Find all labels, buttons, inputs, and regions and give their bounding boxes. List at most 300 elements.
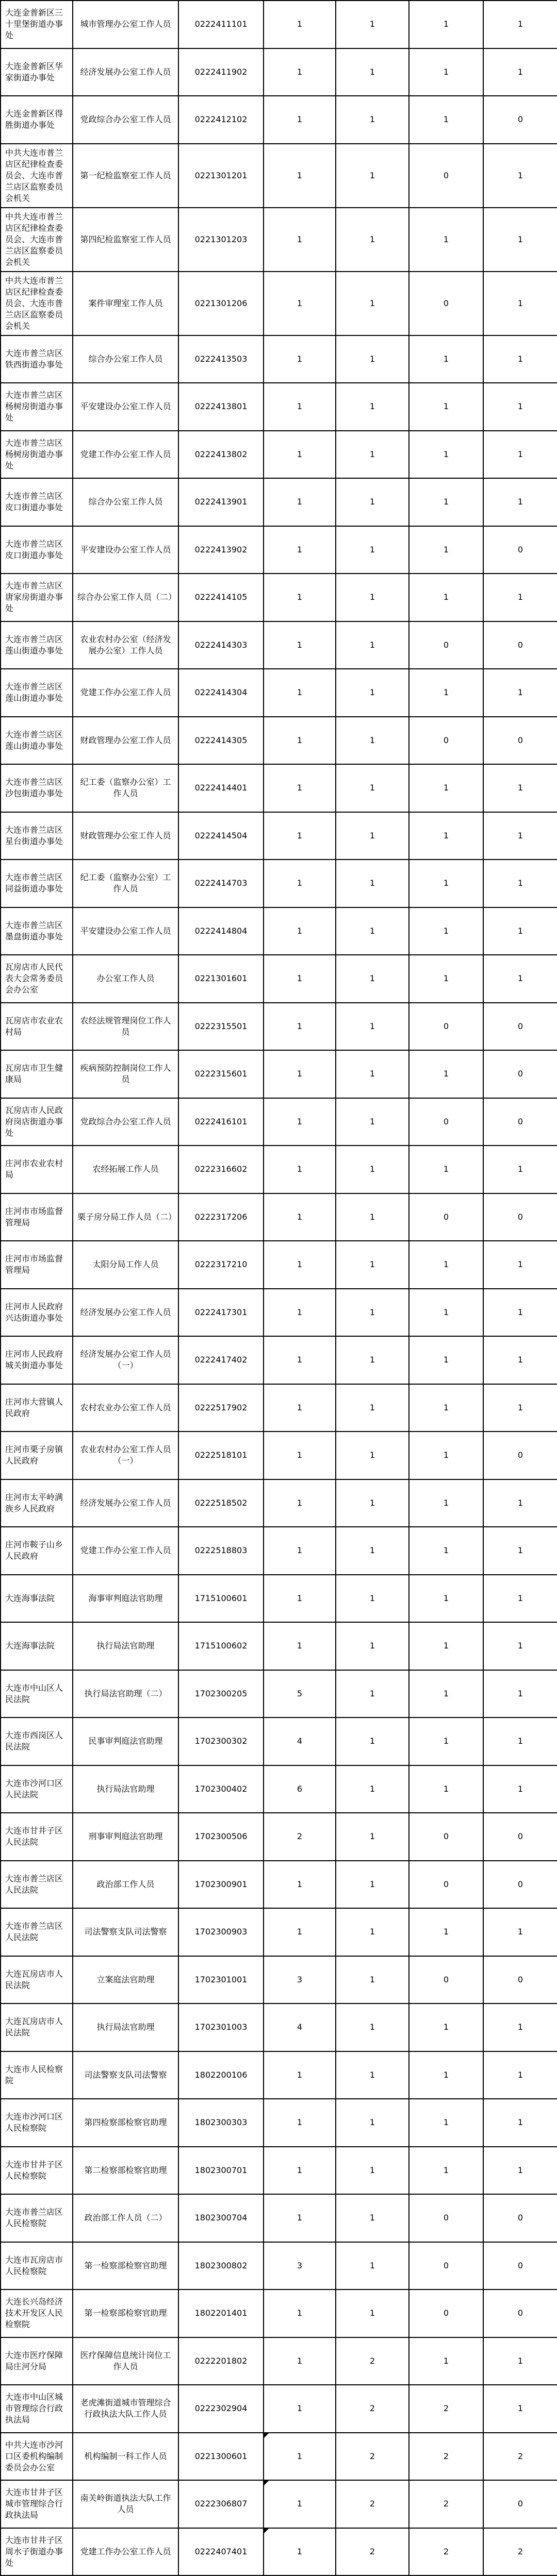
value-cell: 1 (264, 2480, 336, 2528)
value-cell: 1 (264, 2528, 336, 2576)
table-row (1, 1384, 557, 1432)
value-cell: 2 (336, 2480, 409, 2528)
value-cell: 1 (264, 955, 336, 1003)
table-row (1, 2289, 557, 2337)
table-row (1, 335, 557, 383)
value-cell: 1 (336, 2099, 409, 2147)
position-cell: 立案庭法官助理 (73, 1956, 178, 2004)
value-cell: 0 (409, 1813, 483, 1861)
position-cell: 财政管理办公室工作人员 (73, 717, 178, 765)
code-cell: 0222518803 (178, 1527, 264, 1575)
value-cell: 1 (336, 2147, 409, 2195)
unit-cell: 大连市甘井子区人民检察院 (1, 2147, 73, 2195)
value-cell: 1 (264, 335, 336, 383)
code-cell: 1802300802 (178, 2242, 264, 2290)
value-cell: 1 (264, 96, 336, 144)
table-row (1, 1622, 557, 1670)
code-cell: 0222517902 (178, 1384, 264, 1432)
value-cell: 0 (409, 2289, 483, 2337)
position-cell: 第四检察部检察官助理 (73, 2099, 178, 2147)
value-cell: 1 (336, 272, 409, 335)
table-row (1, 2147, 557, 2195)
value-cell: 2 (336, 2337, 409, 2385)
value-cell: 1 (483, 1527, 557, 1575)
value-cell: 1 (409, 1050, 483, 1098)
unit-cell: 大连海事法院 (1, 1622, 73, 1670)
value-cell: 0 (483, 2480, 557, 2528)
value-cell: 1 (336, 907, 409, 955)
value-cell: 1 (483, 1718, 557, 1765)
value-cell: 1 (336, 1861, 409, 1909)
unit-cell: 大连市沙河口区人民法院 (1, 1765, 73, 1813)
value-cell: 0 (409, 717, 483, 765)
unit-cell: 庄河市农业农村局 (1, 1146, 73, 1193)
value-cell: 1 (483, 574, 557, 621)
code-cell: 1702300901 (178, 1861, 264, 1909)
value-cell: 1 (409, 669, 483, 717)
value-cell: 0 (483, 717, 557, 765)
table-row (1, 1765, 557, 1813)
value-cell: 1 (409, 574, 483, 621)
table-row (1, 1479, 557, 1527)
value-cell: 1 (483, 2385, 557, 2433)
value-cell: 2 (336, 2528, 409, 2576)
unit-cell: 大连市中山区城市管理综合行政执法局 (1, 2385, 73, 2433)
unit-cell: 大连市中山区人民法院 (1, 1670, 73, 1718)
value-cell: 1 (336, 335, 409, 383)
value-cell: 1 (409, 1241, 483, 1289)
value-cell: 1 (483, 764, 557, 812)
value-cell: 0 (409, 1003, 483, 1051)
position-cell: 财政管理办公室工作人员 (73, 812, 178, 860)
position-cell: 农经拓展工作人员 (73, 1146, 178, 1193)
code-cell: 1802300704 (178, 2194, 264, 2242)
table-body (1, 1, 557, 2575)
value-cell: 3 (264, 1956, 336, 2004)
value-cell: 1 (483, 1908, 557, 1956)
position-cell: 疾病预防控制岗位工作人员 (73, 1050, 178, 1098)
unit-cell: 大连金普新区三十里堡街道办事处 (1, 1, 73, 48)
value-cell: 1 (409, 812, 483, 860)
value-cell: 1 (264, 1908, 336, 1956)
value-cell: 1 (264, 383, 336, 431)
unit-cell: 大连市普兰店区星台街道办事处 (1, 812, 73, 860)
unit-cell: 大连市沙河口区人民检察院 (1, 2099, 73, 2147)
code-cell: 0222414703 (178, 860, 264, 907)
value-cell: 0 (483, 526, 557, 574)
code-cell: 0222317206 (178, 1193, 264, 1241)
unit-cell: 大连市普兰店区墨盘街道办事处 (1, 907, 73, 955)
code-cell: 0222302904 (178, 2385, 264, 2433)
value-cell: 1 (336, 1050, 409, 1098)
unit-cell: 中共大连市普兰店区纪律检查委员会、大连市普兰店区监察委员会机关 (1, 272, 73, 335)
value-cell: 0 (409, 2194, 483, 2242)
value-cell: 1 (409, 1, 483, 48)
table-row (1, 1098, 557, 1146)
value-cell: 2 (264, 1813, 336, 1861)
value-cell: 0 (409, 1861, 483, 1909)
value-cell: 1 (409, 1384, 483, 1432)
value-cell: 0 (483, 1432, 557, 1479)
value-cell: 1 (483, 2337, 557, 2385)
value-cell: 0 (409, 621, 483, 669)
value-cell: 1 (483, 1289, 557, 1337)
table-row (1, 1575, 557, 1623)
code-cell: 0222316602 (178, 1146, 264, 1193)
code-cell: 0222518101 (178, 1432, 264, 1479)
value-cell: 1 (264, 2289, 336, 2337)
value-cell: 1 (264, 1050, 336, 1098)
table-row (1, 1003, 557, 1051)
position-cell: 太阳分局工作人员 (73, 1241, 178, 1289)
code-cell: 1802300701 (178, 2147, 264, 2195)
code-cell: 0221301203 (178, 208, 264, 272)
value-cell: 1 (336, 1479, 409, 1527)
value-cell: 1 (264, 907, 336, 955)
table-row (1, 208, 557, 272)
value-cell: 0 (409, 272, 483, 335)
code-cell: 0222407401 (178, 2528, 264, 2576)
value-cell: 1 (483, 1384, 557, 1432)
table-row (1, 2194, 557, 2242)
value-cell: 1 (483, 335, 557, 383)
value-cell: 1 (336, 1956, 409, 2004)
value-cell: 1 (336, 1384, 409, 1432)
table-row (1, 144, 557, 208)
code-cell: 0222413503 (178, 335, 264, 383)
value-cell: 0 (409, 2242, 483, 2290)
value-cell: 1 (264, 208, 336, 272)
table-row (1, 907, 557, 955)
position-cell: 办公室工作人员 (73, 955, 178, 1003)
value-cell: 1 (336, 1, 409, 48)
value-cell: 1 (264, 2194, 336, 2242)
unit-cell: 大连市普兰店区皮口街道办事处 (1, 526, 73, 574)
value-cell: 2 (409, 2480, 483, 2528)
value-cell: 1 (409, 208, 483, 272)
value-cell: 1 (264, 2051, 336, 2099)
value-cell: 1 (336, 1908, 409, 1956)
value-cell: 1 (483, 383, 557, 431)
value-cell: 1 (336, 1289, 409, 1337)
unit-cell: 中共大连市普兰店区纪律检查委员会、大连市普兰店区监察委员会机关 (1, 144, 73, 208)
value-cell: 1 (336, 526, 409, 574)
code-cell: 0222317210 (178, 1241, 264, 1289)
value-cell: 1 (336, 764, 409, 812)
value-cell: 1 (409, 2003, 483, 2051)
value-cell: 1 (483, 1765, 557, 1813)
code-cell: 0222201802 (178, 2337, 264, 2385)
position-cell: 第一纪检监察室工作人员 (73, 144, 178, 208)
position-cell: 经济发展办公室工作人员 (73, 1289, 178, 1337)
unit-cell: 瓦房店市卫生健康局 (1, 1050, 73, 1098)
value-cell: 1 (264, 48, 336, 96)
unit-cell: 大连市普兰店区杨树房街道办事处 (1, 383, 73, 431)
table-row (1, 272, 557, 335)
value-cell: 6 (264, 1765, 336, 1813)
code-cell: 1702301003 (178, 2003, 264, 2051)
value-cell: 1 (264, 2099, 336, 2147)
position-cell: 农业农村办公室（经济发展办公室）工作人员 (73, 621, 178, 669)
value-cell: 1 (483, 2147, 557, 2195)
value-cell: 1 (264, 1622, 336, 1670)
code-cell: 1702300205 (178, 1670, 264, 1718)
position-cell: 纪工委（监察办公室）工作人员 (73, 860, 178, 907)
value-cell: 1 (336, 1765, 409, 1813)
table-row (1, 1432, 557, 1479)
code-cell: 0222414804 (178, 907, 264, 955)
position-cell: 党建工作办公室工作人员 (73, 669, 178, 717)
value-cell: 1 (409, 1670, 483, 1718)
code-cell: 1802300303 (178, 2099, 264, 2147)
value-cell: 4 (264, 1718, 336, 1765)
value-cell: 1 (264, 2337, 336, 2385)
code-cell: 0222413802 (178, 431, 264, 479)
position-cell: 党政综合办公室工作人员 (73, 96, 178, 144)
table-row (1, 1146, 557, 1193)
value-cell: 2 (336, 2433, 409, 2481)
code-cell: 0222413901 (178, 478, 264, 526)
position-cell: 执行局法官助理 (73, 2003, 178, 2051)
value-cell: 1 (264, 717, 336, 765)
position-cell: 第一检察部检察官助理 (73, 2289, 178, 2337)
position-cell: 综合办公室工作人员（二） (73, 574, 178, 621)
value-cell: 1 (264, 764, 336, 812)
value-cell: 1 (264, 431, 336, 479)
value-cell: 1 (409, 1765, 483, 1813)
value-cell: 0 (483, 1098, 557, 1146)
position-cell: 经济发展办公室工作人员 (73, 1479, 178, 1527)
unit-cell: 瓦房店市人民政府岗店街道办事处 (1, 1098, 73, 1146)
position-cell: 执行局法官助理 (73, 1622, 178, 1670)
position-cell: 经济发展办公室工作人员（一） (73, 1336, 178, 1384)
code-cell: 0222414304 (178, 669, 264, 717)
unit-cell: 大连市普兰店区莲山街道办事处 (1, 669, 73, 717)
value-cell: 1 (336, 1813, 409, 1861)
value-cell: 0 (483, 2194, 557, 2242)
value-cell: 1 (409, 764, 483, 812)
position-cell: 农经法规管理岗位工作人员 (73, 1003, 178, 1051)
value-cell: 1 (336, 574, 409, 621)
table-row (1, 2051, 557, 2099)
value-cell: 3 (264, 2242, 336, 2290)
unit-cell: 大连金普新区华家街道办事处 (1, 48, 73, 96)
unit-cell: 瓦房店市人民代表大会常务委员会办公室 (1, 955, 73, 1003)
value-cell: 1 (264, 860, 336, 907)
code-cell: 0222414105 (178, 574, 264, 621)
code-cell: 0221301601 (178, 955, 264, 1003)
unit-cell: 中共大连市普兰店区纪律检查委员会、大连市普兰店区监察委员会机关 (1, 208, 73, 272)
table-row (1, 812, 557, 860)
value-cell: 1 (483, 955, 557, 1003)
value-cell: 1 (264, 478, 336, 526)
value-cell: 1 (264, 1336, 336, 1384)
table-row (1, 2337, 557, 2385)
value-cell: 1 (264, 1861, 336, 1909)
value-cell: 2 (483, 2528, 557, 2576)
position-cell: 栗子房分局工作人员（二） (73, 1193, 178, 1241)
unit-cell: 大连市普兰店区唐家房街道办事处 (1, 574, 73, 621)
position-cell: 司法警察支队司法警察 (73, 1908, 178, 1956)
position-cell: 经济发展办公室工作人员 (73, 48, 178, 96)
value-cell: 1 (409, 1718, 483, 1765)
value-cell: 0 (409, 144, 483, 208)
value-cell: 1 (336, 717, 409, 765)
position-cell: 平安建设办公室工作人员 (73, 383, 178, 431)
value-cell: 1 (336, 669, 409, 717)
table-row (1, 1241, 557, 1289)
value-cell: 1 (336, 144, 409, 208)
value-cell: 1 (483, 1336, 557, 1384)
code-cell: 0222413902 (178, 526, 264, 574)
table-row (1, 2528, 557, 2576)
position-cell: 党建工作办公室工作人员 (73, 1527, 178, 1575)
value-cell: 1 (264, 1432, 336, 1479)
unit-cell: 大连市普兰店区莲山街道办事处 (1, 621, 73, 669)
unit-cell: 大连市普兰店区杨树房街道办事处 (1, 431, 73, 479)
position-cell: 政治部工作人员（二） (73, 2194, 178, 2242)
unit-cell: 大连市甘井子区周水子街道办事处 (1, 2528, 73, 2576)
code-cell: 1802200106 (178, 2051, 264, 2099)
table-row (1, 764, 557, 812)
code-cell: 0222414303 (178, 621, 264, 669)
table-row (1, 669, 557, 717)
code-cell: 0222414401 (178, 764, 264, 812)
value-cell: 1 (264, 812, 336, 860)
unit-cell: 庄河市人民政府城关街道办事处 (1, 1336, 73, 1384)
value-cell: 1 (336, 1098, 409, 1146)
value-cell: 1 (483, 1146, 557, 1193)
value-cell: 1 (483, 208, 557, 272)
table-row (1, 717, 557, 765)
code-cell: 1715100601 (178, 1575, 264, 1623)
value-cell: 1 (336, 1432, 409, 1479)
value-cell: 1 (483, 1575, 557, 1623)
unit-cell: 大连市普兰店区莲山街道办事处 (1, 717, 73, 765)
position-cell: 农业农村办公室工作人员（一） (73, 1432, 178, 1479)
code-cell: 0222412102 (178, 96, 264, 144)
unit-cell: 大连瓦房店市人民法院 (1, 1956, 73, 2004)
value-cell: 1 (483, 2003, 557, 2051)
value-cell: 1 (483, 1622, 557, 1670)
value-cell: 1 (264, 526, 336, 574)
value-cell: 0 (483, 2289, 557, 2337)
table-row (1, 1956, 557, 2004)
value-cell: 1 (483, 2099, 557, 2147)
value-cell: 1 (409, 907, 483, 955)
position-cell: 海事审判庭法官助理 (73, 1575, 178, 1623)
value-cell: 2 (409, 2528, 483, 2576)
value-cell: 1 (409, 96, 483, 144)
value-cell: 0 (483, 2242, 557, 2290)
value-cell: 1 (336, 955, 409, 1003)
position-cell: 平安建设办公室工作人员 (73, 907, 178, 955)
table-row (1, 1813, 557, 1861)
value-cell: 5 (264, 1670, 336, 1718)
table-row (1, 526, 557, 574)
table-row (1, 1670, 557, 1718)
unit-cell: 大连市人民检察院 (1, 2051, 73, 2099)
value-cell: 1 (409, 431, 483, 479)
value-cell: 1 (483, 1479, 557, 1527)
value-cell: 1 (264, 669, 336, 717)
value-cell: 4 (264, 2003, 336, 2051)
value-cell: 1 (483, 478, 557, 526)
position-cell: 农村农业办公室工作人员 (73, 1384, 178, 1432)
value-cell: 1 (409, 48, 483, 96)
position-cell: 执行局法官助理（二） (73, 1670, 178, 1718)
code-cell: 1802201401 (178, 2289, 264, 2337)
value-cell: 1 (264, 1098, 336, 1146)
position-cell: 南关岭街道执法大队工作人员 (73, 2480, 178, 2528)
code-cell: 0222417402 (178, 1336, 264, 1384)
table-row (1, 2385, 557, 2433)
table-row (1, 478, 557, 526)
value-cell: 1 (264, 2433, 336, 2481)
value-cell: 2 (409, 2433, 483, 2481)
position-cell: 党建工作办公室工作人员 (73, 431, 178, 479)
position-cell: 执行局法官助理 (73, 1765, 178, 1813)
table-row (1, 1861, 557, 1909)
value-cell: 1 (483, 48, 557, 96)
value-cell: 1 (264, 272, 336, 335)
value-cell: 1 (483, 1241, 557, 1289)
value-cell: 1 (264, 1, 336, 48)
position-cell: 政治部工作人员 (73, 1861, 178, 1909)
unit-cell: 大连市甘井子区人民法院 (1, 1813, 73, 1861)
value-cell: 1 (409, 1527, 483, 1575)
value-cell: 1 (336, 1718, 409, 1765)
value-cell: 1 (409, 335, 483, 383)
position-cell: 机构编制一科工作人员 (73, 2433, 178, 2481)
value-cell: 1 (264, 1146, 336, 1193)
value-cell: 1 (264, 1289, 336, 1337)
value-cell: 1 (483, 812, 557, 860)
table-row (1, 1050, 557, 1098)
value-cell: 1 (483, 669, 557, 717)
code-cell: 1715100602 (178, 1622, 264, 1670)
value-cell: 1 (336, 1575, 409, 1623)
unit-cell: 庄河市栗子房镇人民政府 (1, 1432, 73, 1479)
table-row (1, 574, 557, 621)
value-cell: 0 (409, 1098, 483, 1146)
value-cell: 1 (264, 1384, 336, 1432)
value-cell: 2 (483, 2433, 557, 2481)
value-cell: 1 (264, 621, 336, 669)
code-cell: 1702300506 (178, 1813, 264, 1861)
table-row (1, 2242, 557, 2290)
table-row (1, 2480, 557, 2528)
unit-cell: 大连长兴岛经济技术开发区人民检察院 (1, 2289, 73, 2337)
table-row (1, 383, 557, 431)
value-cell: 1 (409, 860, 483, 907)
unit-cell: 大连海事法院 (1, 1575, 73, 1623)
code-cell: 0222411902 (178, 48, 264, 96)
code-cell: 0222413801 (178, 383, 264, 431)
code-cell: 1702301001 (178, 1956, 264, 2004)
table-row (1, 1908, 557, 1956)
value-cell: 1 (264, 1241, 336, 1289)
position-cell: 纪工委（监察办公室）工作人员 (73, 764, 178, 812)
code-cell: 1702300903 (178, 1908, 264, 1956)
value-cell: 1 (409, 1622, 483, 1670)
unit-cell: 瓦房店市农业农村局 (1, 1003, 73, 1051)
value-cell: 1 (409, 383, 483, 431)
value-cell: 1 (336, 208, 409, 272)
value-cell: 1 (409, 2051, 483, 2099)
table-row (1, 2433, 557, 2481)
code-cell: 0222417301 (178, 1289, 264, 1337)
